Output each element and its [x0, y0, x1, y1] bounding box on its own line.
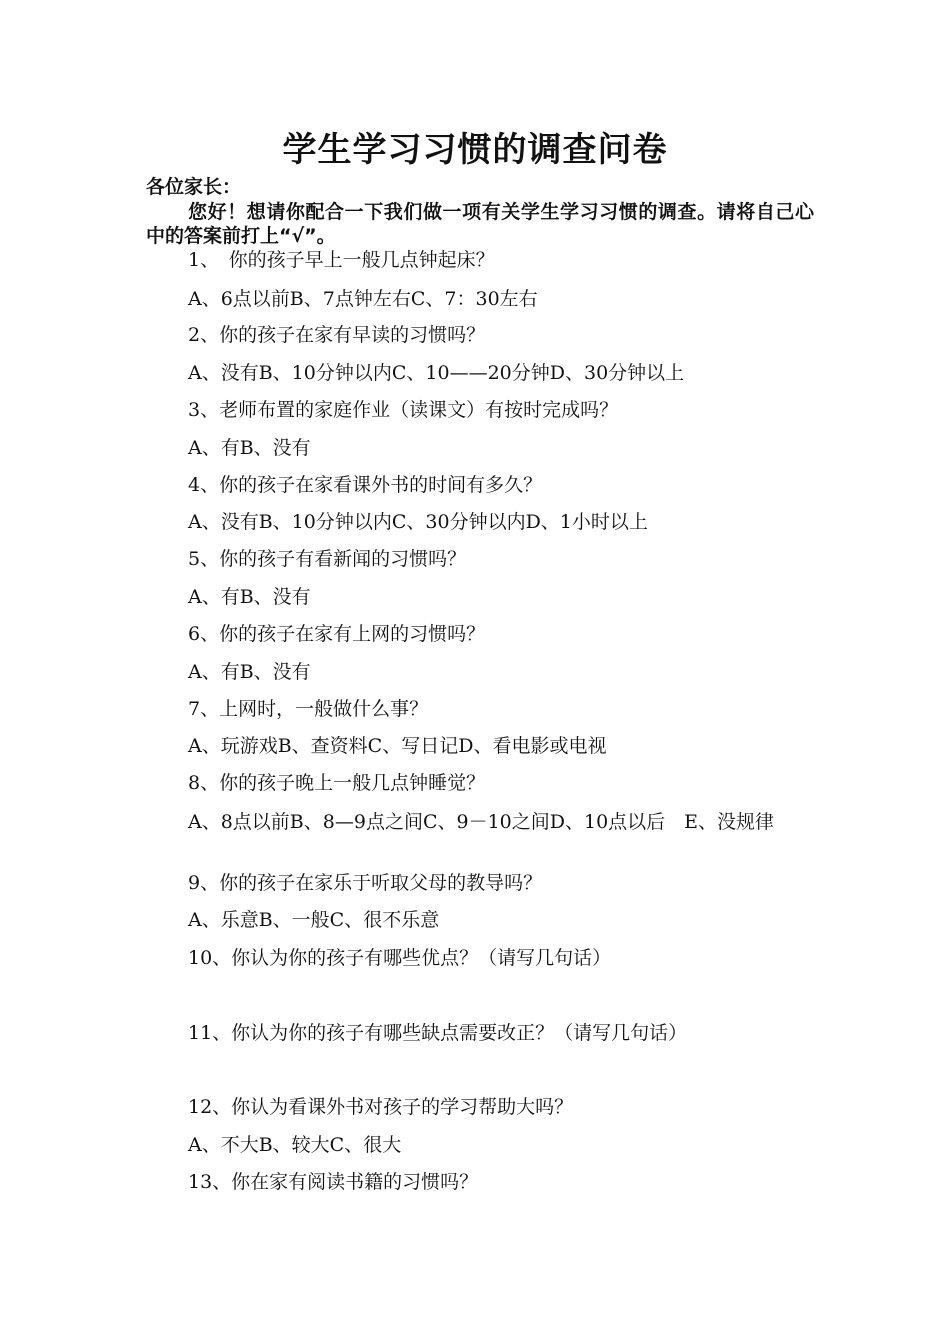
options-1: A、6点以前B、7点钟左右C、7：30左右: [188, 288, 538, 310]
question-6: 6、你的孩子在家有上网的习惯吗？: [188, 623, 486, 645]
question-13: 13、你在家有阅读书籍的习惯吗？: [188, 1171, 479, 1193]
question-11: 11、你认为你的孩子有哪些缺点需要改正？（请写几句话）: [188, 1022, 688, 1044]
question-1: 1、 你的孩子早上一般几点钟起床？: [188, 249, 495, 271]
options-5: A、有B、没有: [188, 586, 311, 608]
greeting: 各位家长：: [146, 176, 242, 198]
question-8: 8、你的孩子晚上一般几点钟睡觉？: [188, 772, 486, 794]
options-9: A、乐意B、一般C、很不乐意: [188, 909, 440, 931]
question-9: 9、你的孩子在家乐于听取父母的教导吗？: [188, 872, 543, 894]
options-4: A、没有B、10分钟以内C、30分钟以内D、1小时以上: [188, 511, 648, 533]
question-10: 10、你认为你的孩子有哪些优点？（请写几句话）: [188, 947, 612, 969]
question-7: 7、上网时，一般做什么事？: [188, 698, 429, 720]
intro-paragraph: 您好！想请你配合一下我们做一项有关学生学习习惯的调查。请将自己心中的答案前打上“√”。: [146, 201, 814, 247]
options-8: A、8点以前B、8—9点之间C、9－10之间D、10点以后 E、没规律: [188, 811, 775, 833]
options-6: A、有B、没有: [188, 661, 311, 683]
question-12: 12、你认为看课外书对孩子的学习帮助大吗？: [188, 1096, 574, 1118]
question-2: 2、你的孩子在家有早读的习惯吗？: [188, 324, 486, 346]
page-title: 学生学习习惯的调查问卷: [282, 130, 668, 170]
question-3: 3、老师布置的家庭作业（读课文）有按时完成吗？: [188, 399, 619, 421]
options-12: A、不大B、较大C、很大: [188, 1134, 402, 1156]
options-3: A、有B、没有: [188, 437, 311, 459]
question-4: 4、你的孩子在家看课外书的时间有多久？: [188, 474, 543, 496]
question-5: 5、你的孩子有看新闻的习惯吗？: [188, 548, 467, 570]
options-7: A、玩游戏B、查资料C、写日记D、看电影或电视: [188, 735, 607, 757]
options-2: A、没有B、10分钟以内C、10——20分钟D、30分钟以上: [188, 362, 685, 384]
